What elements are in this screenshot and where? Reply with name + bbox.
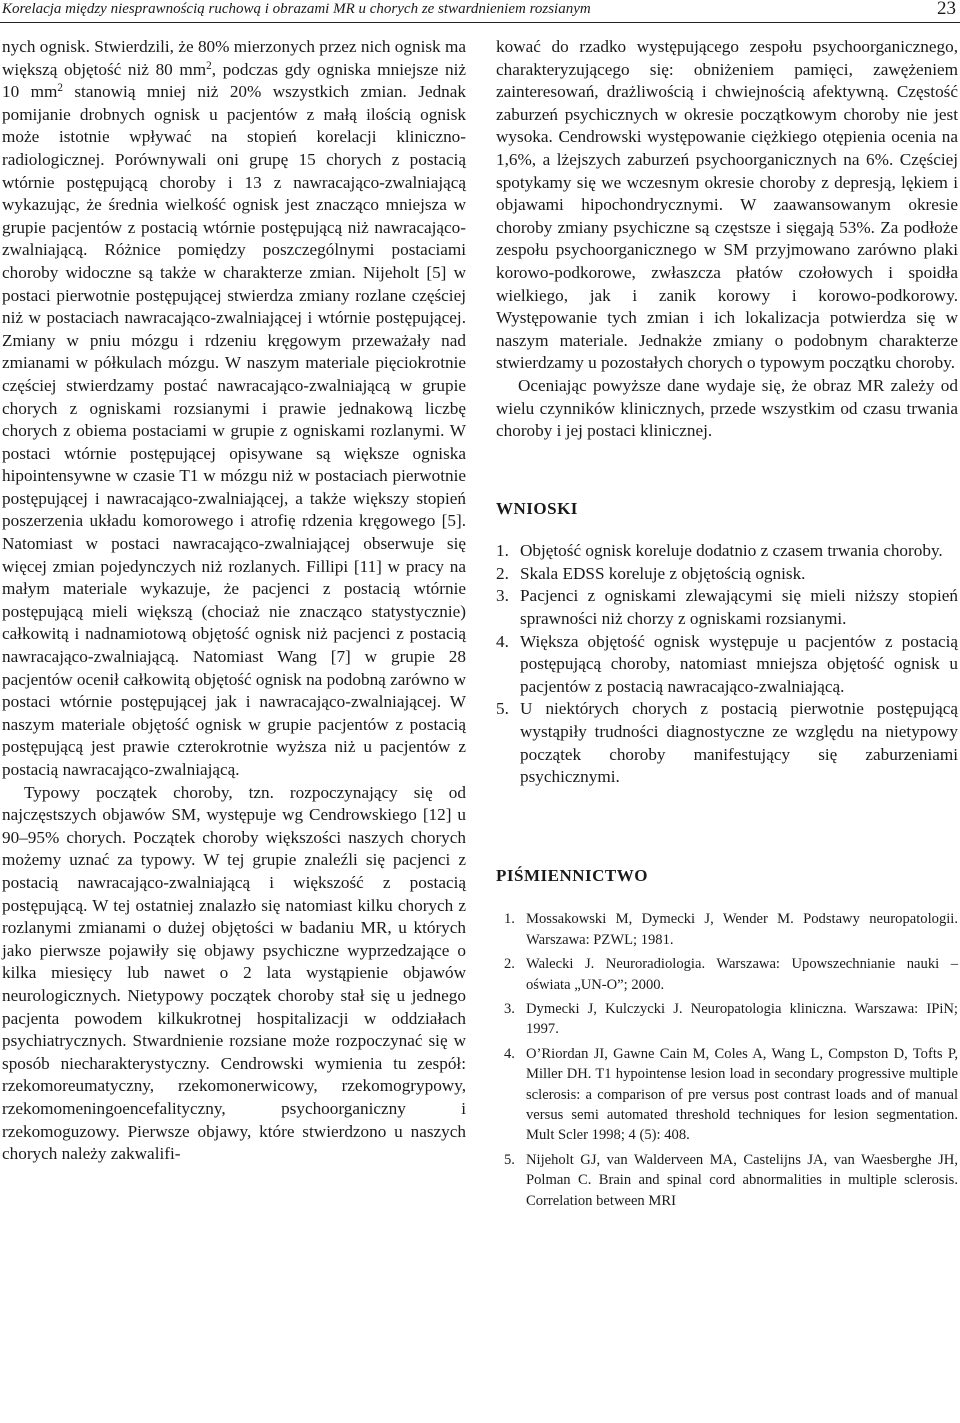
reference-item-number: 2. xyxy=(504,956,515,973)
reference-item-text: Nijeholt GJ, van Walderveen MA, Castelijns JA, van Waesberghe JH, Polman C. Brain and spinal cord abnormalities in multiple sclerosis. Correlation between MRI xyxy=(526,1151,958,1209)
text-run: , podczas gdy ogniska mniejsze niż 10 mm xyxy=(2,59,466,102)
conclusion-item-number: 2. xyxy=(496,563,509,583)
reference-item-number: 4. xyxy=(504,1045,515,1062)
conclusion-item-text: Pacjenci z ogniskami zlewającymi się mieli niższy stopień sprawności niż chorzy z ogniskami rozsianymi. xyxy=(520,586,958,629)
reference-item xyxy=(496,999,958,1040)
references-list xyxy=(496,909,958,1211)
conclusion-item-text: Objętość ognisk koreluje dodatnio z czasem trwania choroby. xyxy=(520,541,943,561)
reference-item-number: 1. xyxy=(504,911,515,928)
left-column xyxy=(2,36,466,1166)
conclusion-item xyxy=(496,540,958,563)
reference-item xyxy=(496,954,958,995)
conclusion-item xyxy=(496,631,958,699)
conclusion-item-number: 4. xyxy=(496,631,509,651)
text-run: nych ognisk. Stwierdzili, że 80% mierzonych przez nich ognisk ma większą objętość niż 80 mm xyxy=(2,37,466,79)
conclusion-item-number: 1. xyxy=(496,541,509,561)
conclusion-item xyxy=(496,698,958,788)
conclusion-item-text: Większa objętość ognisk występuje u pacjentów z postacią postępującą choroby, natomiast mniejsza objętość ognisk u pacjentów z postacią nawracająco-zwalniającą. xyxy=(520,631,958,696)
page-number: 23 xyxy=(937,0,956,19)
reference-item-text: Walecki J. Neuroradiologia. Warszawa: Upowszechnianie nauki – oświata „UN-O”; 2000. xyxy=(526,956,958,993)
reference-item-text: Dymecki J, Kulczycki J. Neuropatologia kliniczna. Warszawa: IPiN; 1997. xyxy=(526,1001,958,1038)
running-title: Korelacja między niesprawnością ruchową i obrazami MR u chorych ze stwardnieniem rozsianym xyxy=(2,1,591,17)
reference-item-text: Mossakowski M, Dymecki J, Wender M. Podstawy neuropatologii. Warszawa: PZWL; 1981. xyxy=(526,911,958,948)
conclusion-item xyxy=(496,585,958,630)
running-header xyxy=(0,0,960,40)
section-heading-references: PIŚMIENNICTWO xyxy=(496,865,648,885)
body-paragraph: Typowy początek choroby, tzn. rozpoczynający się od najczęstszych objawów SM, występuje wg Cendrowskiego [12] u 90–95% chorych. Początek choroby większości naszych chorych możemy uznać za typowy. W tej grupie znaleźli się pacjenci z postacią nawracająco-zwalniającą i większość z postacią postępującą. W tej ostatniej znalazło się natomiast kilku chorych z rozlanymi zmianami o dużej objętości w badaniu MR, u których jako pierwsze pojawiły się objawy psychiczne wyprzedzające o kilka miesięcy lub nawet o 2 lata wystąpienie objawów neurologicznych. Nietypowy początek choroby stał się u jednego pacjenta powodem kilkukrotnej hospitalizacji w oddziałach psychiatrycznych. Stwardnienie rozsiane może rozpoczynać się w sposób niecharakterystyczny. Cendrowski wymienia tu zespół: rzekomoreumatyczny, rzekomonerwicowy, rzekomogrypowy, rzekomomeningoencefalityczny, psychoorganiczny i rzekomoguzowy. Pierwsze objawy, które stwierdzono u naszych chorych należy zakwalifi- xyxy=(2,782,466,1164)
body-paragraph xyxy=(2,36,466,782)
conclusion-item-text: U niektórych chorych z postacią pierwotnie postępującą wystąpiły trudności diagnostyczne ze względu na nietypowy początek choroby manifestujący się zaburzeniami psychicznymi. xyxy=(520,699,958,787)
superscript: 2 xyxy=(57,82,63,95)
right-column xyxy=(496,36,958,1215)
conclusions-list xyxy=(496,540,958,789)
reference-item xyxy=(496,1044,958,1146)
reference-item xyxy=(496,909,958,950)
text-run: stanowią mniej niż 20% wszystkich zmian. Jednak pomijanie drobnych ognisk u pacjentów z małą ilością ognisk może istotnie wpływać na stopień korelacji kliniczno-radiologicznej. Porównywali oni grupę 15 chorych z postacią wtórnie postępującą choroby i 13 z nawracająco-zwalniającą wykazując, że średnia wielkość ognisk jest znacząco mniejsza w grupie pacjentów z postacią wtórnie postępującą niż nawracająco-zwalniającą. Różnice pomiędzy poszczególnymi postaciami choroby widoczne są także w charakterze zmian. Nijeholt [5] w postaci pierwotnie postępującej stwierdza zmiany rozlane częściej niż w postaciach nawracająco-zwalniającej i wtórnie postępującej. Zmiany w pniu mózgu i rdzeniu kręgowym przeważały nad zmianami w półkulach mózgu. W naszym materiale pięciokrotnie częściej stwierdzamy postać nawracająco-zwalniającą w grupie chorych z ogniskami rozsianymi i prawie jednakową liczbę chorych z obiema postaciami w grupie z ogniskami rozlanymi. W postaci wtórnie postępującej opisywane są większe ogniska hipointensywne w czasie T1 w mózgu niż w postaciach pierwotnie postępującej i nawracająco-zwalniającej, a także większy stopień poszerzenia układu komorowego i atrofię rdzenia kręgowego [5]. Natomiast w postaci nawracająco-zwalniającej obserwuje się więcej zmian pojedynczych niż rozlanych. Fillipi [11] w pracy na małym materiale wykazuje, że pacjenci z postacią wtórnie postępującą mieli większą (chociaż nie znacząco statystycznie) całkowitą i nadnamiotową objętość ognisk niż pacjenci z postacią nawracająco-zwalniającą. Natomiast Wang [7] w grupie 28 pacjentów ocenił całkowitą objętość ognisk na podobną zarówno w postaci wtórnie postępującej jak i nawracająco-zwalniającej. W naszym materiale objętość ognisk w grupie pacjentów z postacią postępującą jest prawie czterokrotnie wyższa niż u pacjentów z postacią nawracająco-zwalniającą. xyxy=(2,82,466,779)
conclusion-item-number: 3. xyxy=(496,586,509,606)
reference-item-text: O’Riordan JI, Gawne Cain M, Coles A, Wang L, Compston D, Tofts P, Miller DH. T1 hypointense lesion load in secondary progressive multiple sclerosis: a comparison of pre versus post contrast loads and of manual versus semi automated threshold techniques for lesion segmentation. Mult Scler 1998; 4 (5): 408. xyxy=(526,1045,958,1144)
superscript: 2 xyxy=(206,59,212,72)
body-paragraph: Oceniając powyższe dane wydaje się, że obraz MR zależy od wielu czynników klinicznych, przede wszystkim od czasu trwania choroby i jej postaci klinicznej. xyxy=(496,375,958,441)
reference-item xyxy=(496,1150,958,1211)
header-rule xyxy=(0,22,960,23)
conclusion-item-text: Skala EDSS koreluje z objętością ognisk. xyxy=(520,563,806,583)
conclusion-item-number: 5. xyxy=(496,699,509,719)
reference-item-number: 5. xyxy=(504,1151,515,1168)
conclusion-item xyxy=(496,563,958,586)
reference-item-number: 3. xyxy=(504,1001,515,1018)
body-paragraph: kować do rzadko występującego zespołu psychoorganicznego, charakteryzującego się: obniżeniem pamięci, zawężeniem zainteresowań, drażliwością i chwiejnością afektywną. Częstość zaburzeń psychicznych w okresie początkowym choroby nie jest wysoka. Cendrowski występowanie ciężkiego otępienia ocenia na 1,6%, a lżejszych zaburzeń psychoorganicznych na 6%. Częściej spotykamy się we wczesnym okresie choroby z depresją, lękiem i objawami hipochondrycznymi. W zaawansowanym okresie choroby zmiany psychiczne są częstsze i sięgają 53%. Za podłoże zespołu psychoorganicznego w SM przyjmowano zarówno plaki korowo-podkorowe, zwłaszcza płatów czołowych i spoidła wielkiego, jak i zanik korowy i korowo-podkorowy. Występowanie tych zmian i ich lokalizacja potwierdza się w naszym materiale. Jednakże zmiany o podobnym charakterze stwierdzamy u pozostałych chorych o typowym początku choroby. xyxy=(496,37,958,373)
section-heading-conclusions: WNIOSKI xyxy=(496,498,578,518)
